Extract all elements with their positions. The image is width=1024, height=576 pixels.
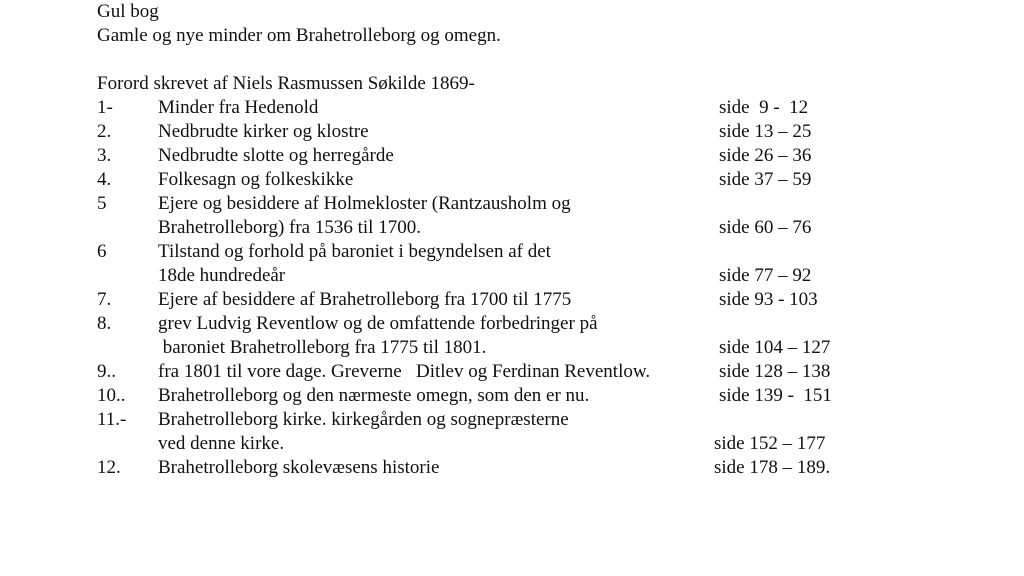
toc-entry-number: 6 — [97, 241, 107, 262]
foreword-line: Forord skrevet af Niels Rasmussen Søkilde 1869- — [97, 73, 475, 94]
toc-entry-title: Brahetrolleborg skolevæsens historie — [158, 457, 440, 478]
toc-entry-title: grev Ludvig Reventlow og de omfattende forbedringer på — [158, 313, 598, 334]
toc-entry-continuation — [0, 432, 1024, 456]
toc-entry-title: Nedbrudte kirker og klostre — [158, 121, 369, 142]
toc-entry — [0, 312, 1024, 336]
toc-entry-pages: side 128 – 138 — [719, 361, 831, 382]
toc-entry-title-continued: ved denne kirke. — [158, 433, 285, 454]
toc-entry-number: 4. — [97, 169, 112, 190]
toc-entry — [0, 456, 1024, 480]
toc-entry-continuation — [0, 216, 1024, 240]
toc-entry-title: Nedbrudte slotte og herregårde — [158, 145, 394, 166]
toc-entry-number: 2. — [97, 121, 112, 142]
toc-entry-title: Tilstand og forhold på baroniet i begyndelsen af det — [158, 241, 551, 262]
toc-entry-pages: side 139 - 151 — [719, 385, 832, 406]
toc-entry-number: 7. — [97, 289, 112, 310]
toc-entry-pages: side 152 – 177 — [714, 433, 826, 454]
toc-entry — [0, 120, 1024, 144]
toc-entry-title: Ejere af besiddere af Brahetrolleborg fra 1700 til 1775 — [158, 289, 572, 310]
toc-entry-number: 10.. — [97, 385, 126, 406]
toc-entry — [0, 144, 1024, 168]
toc-entry — [0, 168, 1024, 192]
toc-entry-title-continued: Brahetrolleborg) fra 1536 til 1700. — [158, 217, 421, 238]
toc-entry-pages: side 13 – 25 — [719, 121, 812, 142]
toc-entry-title-continued: baroniet Brahetrolleborg fra 1775 til 1801. — [158, 337, 487, 358]
toc-entry-title: fra 1801 til vore dage. Greverne Ditlev og Ferdinan Reventlow. — [158, 361, 651, 382]
toc-entry-pages: side 77 – 92 — [719, 265, 812, 286]
toc-entry-pages: side 104 – 127 — [719, 337, 831, 358]
toc-entry — [0, 288, 1024, 312]
toc-entry — [0, 192, 1024, 216]
toc-entry-number: 1- — [97, 97, 113, 118]
toc-entry-title-continued: 18de hundredeår — [158, 265, 286, 286]
toc-entry — [0, 384, 1024, 408]
toc-entry-number: 8. — [97, 313, 112, 334]
toc-entry-title: Minder fra Hedenold — [158, 97, 319, 118]
toc-entry-pages: side 26 – 36 — [719, 145, 812, 166]
document-title: Gul bog — [97, 1, 159, 22]
toc-entry-number: 3. — [97, 145, 112, 166]
toc-entry-number: 5 — [97, 193, 107, 214]
toc-entry-continuation — [0, 336, 1024, 360]
toc-entry-pages: side 178 – 189. — [714, 457, 831, 478]
toc-entry-number: 12. — [97, 457, 121, 478]
toc-entry — [0, 408, 1024, 432]
toc-entry-pages: side 60 – 76 — [719, 217, 812, 238]
toc-entry-title: Brahetrolleborg og den nærmeste omegn, som den er nu. — [158, 385, 590, 406]
toc-entry-number: 9.. — [97, 361, 116, 382]
toc-entry-pages: side 93 - 103 — [719, 289, 818, 310]
toc-entry-title: Folkesagn og folkeskikke — [158, 169, 354, 190]
toc-entry-continuation — [0, 264, 1024, 288]
toc-entry-title: Brahetrolleborg kirke. kirkegården og sognepræsterne — [158, 409, 569, 430]
toc-entry — [0, 360, 1024, 384]
toc-entry-pages: side 9 - 12 — [719, 97, 809, 118]
toc-entry — [0, 240, 1024, 264]
toc-entry-pages: side 37 – 59 — [719, 169, 812, 190]
toc-entry-title: Ejere og besiddere af Holmekloster (Rantzausholm og — [158, 193, 571, 214]
toc-entry-number: 11.- — [97, 409, 127, 430]
document-subtitle: Gamle og nye minder om Brahetrolleborg og omegn. — [97, 25, 501, 46]
toc-entry — [0, 96, 1024, 120]
